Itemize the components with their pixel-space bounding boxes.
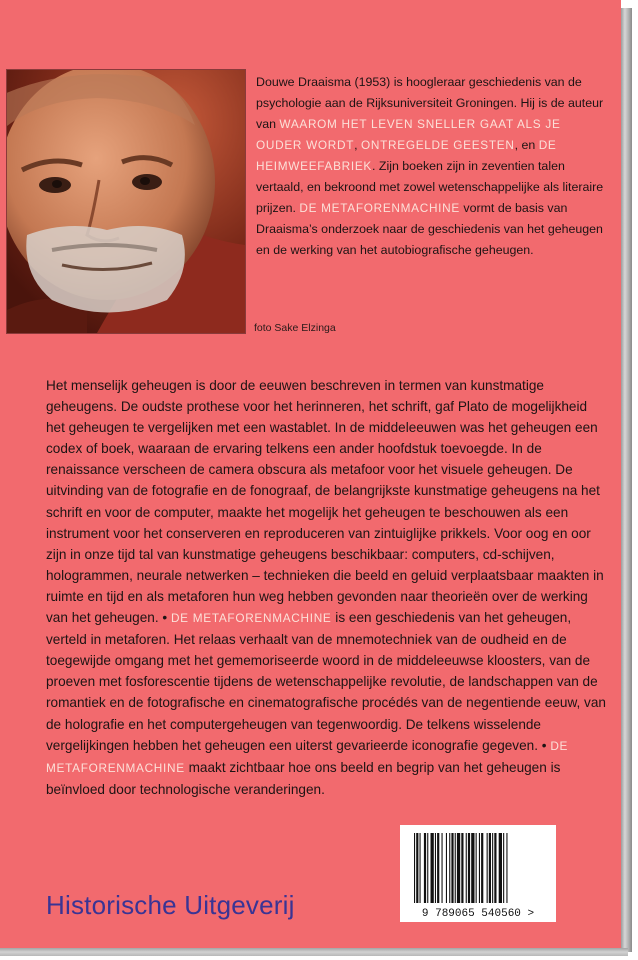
isbn-digits: 9 789065 540560 > (421, 908, 535, 920)
bio-title-ontregelde-geesten: ONTREGELDE GEESTEN (361, 138, 515, 152)
barcode-bar (494, 833, 496, 903)
blurb-paragraph: Het menselijk geheugen is door de eeuwen beschreven in termen van kunstmatige geheugens. De oudste prothese voor het herinneren, het schrift, gaf Plato de mogelijkheid het geheugen te vergelijken met een wastablet. In de middeleeuwen was het geheugen een codex of boek, waaraan de ervaring telkens een ander hoofdstuk toevoegde. In de renaissance verscheen de camera obscura als metafoor voor het visuele geheugen. De uitvinding van de fotografie en de fonograaf, de belangrijkste kunstmatige geheugens na het schrift en voor de computer, maakte het mogelijk het geheugen te beschouwen als een instrument voor het conserveren en reproduceren van zintuiglijke prikkels. Voor oog en oor zijn in onze tijd tal van kunstmatige geheugens beschikbaar: computers, cd-schijven, hologrammen, neurale netwerken – technieken die beeld en geluid verplaatsbaar maakten in ruimte en tijd en als metaforen hun weg hebben gevonden naar theorieën over de werking van het geheugen. • (46, 378, 604, 626)
page-edge-right (621, 8, 632, 952)
barcode-bar (466, 833, 467, 903)
barcode-bar (451, 833, 453, 903)
bio-title-heimweefabriek: DE HEIMWEEFABRIEK (256, 138, 557, 173)
barcode-bar (435, 833, 436, 903)
barcode-bar (424, 833, 426, 903)
author-bio (256, 72, 608, 261)
barcode-bar (449, 833, 450, 903)
blurb-title-metaforenmachine: DE METAFORENMACHINE (46, 738, 569, 775)
barcode-bar (506, 833, 507, 903)
barcode-bar (476, 833, 477, 903)
blurb-title-metaforenmachine: DE METAFORENMACHINE (170, 611, 332, 626)
bio-middle: . Zijn boeken zijn in zeventien talen vertaald, en bekroond met zowel wetenschappelijke als literaire prijzen. (256, 159, 604, 215)
bio-title-metaforenmachine: DE METAFORENMACHINE (299, 201, 460, 215)
bio-separator: , en (514, 138, 539, 152)
blurb-text (46, 375, 608, 800)
barcode-bar (457, 833, 460, 903)
bio-outro: vormt de basis van Draaisma’s onderzoek naar de geschiedenis van het geheugen en de werking van het autobiografische geheugen. (256, 201, 603, 257)
barcode-bar (416, 833, 418, 903)
photo-credit: foto Sake Elzinga (254, 322, 336, 334)
bio-title-waarom: WAAROM HET LEVEN SNELLER GAAT ALS JE OUDER WORDT (256, 117, 561, 152)
author-photo (6, 69, 246, 334)
barcode-bar (414, 833, 415, 903)
barcode-bar (442, 833, 443, 903)
barcode-bar (446, 833, 447, 903)
page-edge-bottom (0, 948, 628, 956)
barcode-bar (437, 833, 439, 903)
author-portrait-image (7, 70, 245, 333)
barcode-bar (489, 833, 491, 903)
barcode-bar (468, 833, 470, 903)
barcode-bar (492, 833, 493, 903)
barcode-bar (431, 833, 434, 903)
barcode-bar (479, 833, 480, 903)
barcode-bars (414, 833, 508, 903)
bio-separator: , (354, 138, 362, 152)
barcode-bar (503, 833, 504, 903)
publisher-name: Historische Uitgeverij (46, 890, 295, 920)
isbn-barcode (400, 825, 556, 922)
bio-intro: Douwe Draaisma (1953) is hoogleraar geschiedenis van de psychologie aan de Rijksuniversiteit Groningen. Hij is de auteur van (256, 75, 604, 131)
barcode-bar (481, 833, 483, 903)
blurb-paragraph: maakt zichtbaar hoe ons beeld en begrip van het geheugen is beïnvloed door technologische veranderingen. (46, 759, 561, 797)
barcode-bar (471, 833, 474, 903)
barcode-bar (499, 833, 502, 903)
barcode-bar (427, 833, 428, 903)
barcode-bar (461, 833, 463, 903)
barcode-graphic (400, 825, 556, 922)
barcode-bar (420, 833, 421, 903)
blurb-paragraph: is een geschiedenis van het geheugen, verteld in metaforen. Het relaas verhaalt van de mnemotechniek van de oudheid en de toegewijde omgang met het gememoriseerde woord in de middeleeuwse kloosters, van de proeven met fosforescentie tijdens de wetenschappelijke revolutie, de landschappen van de romantiek en de fotografische en cinematografische procédés van de negentiende eeuw, van de holografie en het computergeheugen van tegenwoordig. De telkens wisselende vergelijkingen hebben het geheugen een uiterst gevarieerde iconografie gegeven. • (46, 610, 606, 753)
barcode-bar (455, 833, 456, 903)
barcode-bar (487, 833, 488, 903)
